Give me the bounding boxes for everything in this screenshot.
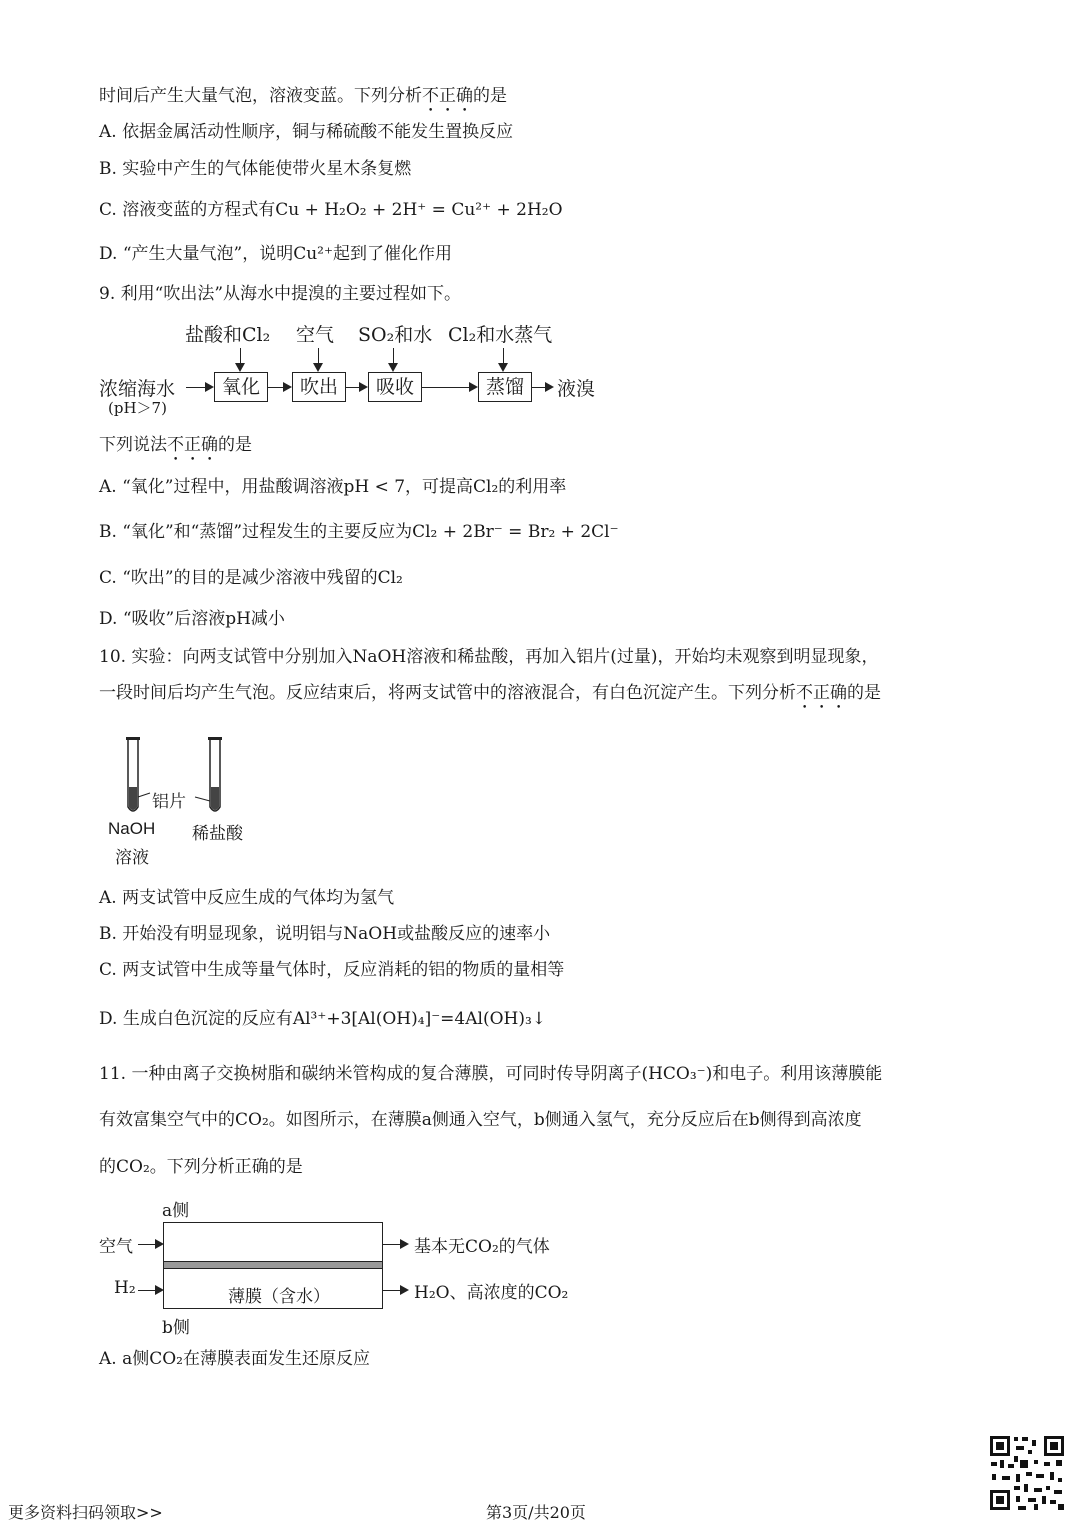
fig-label-naoh: NaOH — [108, 819, 156, 838]
reagent-blowout: 空气 — [296, 324, 335, 346]
right-arrow-icon — [138, 1290, 162, 1291]
flow-step-oxidation: 氧化 — [214, 372, 268, 402]
q9-option-c: C. “吹出”的目的是减少溶液中残留的Cl₂ — [99, 568, 403, 588]
right-arrow-icon — [346, 387, 366, 388]
down-arrow-icon — [240, 348, 241, 370]
q11-stem-3: 的CO₂。下列分析正确的是 — [99, 1157, 303, 1177]
reagent-oxidation: 盐酸和Cl₂ — [185, 324, 271, 346]
q9-option-a: A. “氧化”过程中，用盐酸调溶液pH < 7，可提高Cl₂的利用率 — [99, 477, 567, 497]
label-h2-in: H₂ — [114, 1278, 136, 1298]
q10-stem-1: 10. 实验：向两支试管中分别加入NaOH溶液和稀盐酸，再加入铝片(过量)，开始均未观察到明显现象， — [99, 647, 879, 667]
q9-option-b: B. “氧化”和“蒸馏”过程发生的主要反应为Cl₂ + 2Br⁻ = Br₂ + 2Cl⁻ — [99, 522, 619, 542]
label-out-bottom: H₂O、高浓度的CO₂ — [414, 1283, 569, 1303]
page-number: 第3页/共20页 — [486, 1503, 586, 1522]
reagent-distill: Cl₂和水蒸气 — [448, 324, 553, 346]
right-arrow-icon — [422, 387, 476, 388]
q8-option-a: A. 依据金属活动性顺序，铜与稀硫酸不能发生置换反应 — [99, 122, 514, 142]
qr-code[interactable] — [988, 1434, 1066, 1512]
right-arrow-icon — [138, 1244, 162, 1245]
right-arrow-icon — [383, 1290, 407, 1291]
down-arrow-icon — [318, 348, 319, 370]
flow-output: 液溴 — [557, 378, 596, 400]
q8-option-c: C. 溶液变蓝的方程式有Cu + H₂O₂ + 2H⁺ = Cu²⁺ + 2H₂O — [99, 200, 563, 220]
flow-input-note: (pH＞7) — [108, 399, 167, 417]
right-arrow-icon — [268, 387, 290, 388]
q9-option-d: D. “吸收”后溶液pH减小 — [99, 609, 285, 629]
q10-test-tube-figure — [100, 735, 260, 875]
label-air-in: 空气 — [99, 1237, 133, 1257]
q8-option-d: D. “产生大量气泡”，说明Cu²⁺起到了催化作用 — [99, 244, 452, 264]
label-a-side: a侧 — [162, 1201, 190, 1221]
q11-option-a: A. a侧CO₂在薄膜表面发生还原反应 — [99, 1349, 370, 1369]
down-arrow-icon — [393, 348, 394, 370]
q10-option-a: A. 两支试管中反应生成的气体均为氢气 — [99, 888, 395, 908]
qr-code-icon — [988, 1434, 1066, 1512]
q8-intro: 时间后产生大量气泡，溶液变蓝。下列分析不正确的是 — [99, 86, 507, 106]
q10-stem-2: 一段时间后均产生气泡。反应结束后，将两支试管中的溶液混合，有白色沉淀产生。下列分析不正确的是 — [99, 683, 881, 703]
q8-option-b: B. 实验中产生的气体能使带火星木条复燃 — [99, 159, 412, 179]
q10-option-b: B. 开始没有明显现象，说明铝与NaOH或盐酸反应的速率小 — [99, 924, 551, 944]
fig-label-aluminum: 铝片 — [152, 792, 186, 812]
q9-stem: 9. 利用“吹出法”从海水中提溴的主要过程如下。 — [99, 284, 462, 304]
down-arrow-icon — [503, 348, 504, 370]
q9-ask: 下列说法不正确的是 — [99, 435, 252, 455]
fig-label-solution: 溶液 — [115, 848, 149, 868]
q11-stem-1: 11. 一种由离子交换树脂和碳纳米管构成的复合薄膜，可同时传导阴离子(HCO₃⁻)和电子。利用该薄膜能 — [99, 1064, 883, 1084]
label-out-top: 基本无CO₂的气体 — [414, 1237, 550, 1257]
flow-step-absorb: 吸收 — [368, 372, 422, 402]
flow-input: 浓缩海水 — [99, 378, 176, 400]
fig-label-hcl: 稀盐酸 — [192, 824, 243, 844]
right-arrow-icon — [186, 387, 212, 388]
q10-option-d: D. 生成白色沉淀的反应有Al³⁺+3[Al(OH)₄]⁻=4Al(OH)₃↓ — [99, 1009, 547, 1029]
q10-option-c: C. 两支试管中生成等量气体时，反应消耗的铝的物质的量相等 — [99, 960, 565, 980]
reagent-absorb: SO₂和水 — [358, 324, 433, 346]
membrane-layer — [164, 1261, 382, 1269]
right-arrow-icon — [383, 1244, 407, 1245]
label-membrane: 薄膜（含水） — [228, 1287, 330, 1307]
q11-stem-2: 有效富集空气中的CO₂。如图所示，在薄膜a侧通入空气，b侧通入氢气，充分反应后在b侧得到高浓度 — [99, 1110, 862, 1130]
flow-step-distill: 蒸馏 — [478, 372, 532, 402]
flow-step-blowout: 吹出 — [292, 372, 346, 402]
label-b-side: b侧 — [162, 1318, 190, 1338]
right-arrow-icon — [532, 387, 552, 388]
footer-promo-link[interactable]: 更多资料扫码领取>> — [8, 1503, 163, 1522]
